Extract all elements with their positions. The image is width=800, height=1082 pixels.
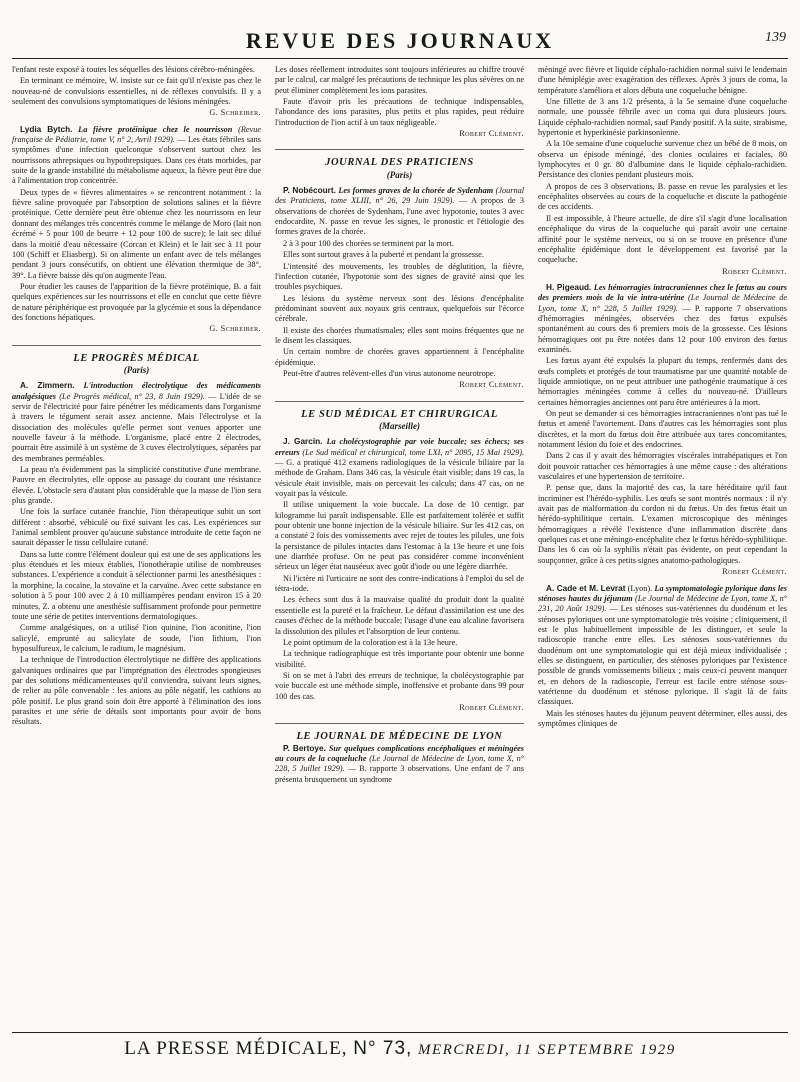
signature: Robert Clément. [459,129,524,139]
paragraph: Les lésions du système nerveux sont des lésions d'encéphalite prédominant souvent aux noyaux gris centraux, quelquefois sur l'écorce cérébrale. [275,293,524,324]
footer-issue: N° 73, [353,1038,413,1059]
paragraph: Deux types de « fièvres alimentaires » se rencontrent notamment : la fièvre saline provoquée par l'absorption de solutions salines et la fièvre protéinique. Cette dernière peut être obtenue chez les nourrissons en leur donnant des mélanges très concentrés comme le mélange de Moro (lait non écrémé + 5 pour 100 de beurre + 12 pour 100 de sucre); le lait sec dilué dans la moitié d'eau nécessaire (Corcan et Klein) et le lait sec à 11 pour 100 (Schiff et Eliasberg). Si on alimente un enfant avec de tels mélanges pendant 3 jours consécutifs, on obtient une élévation thermique de 38°, 39°. La fièvre baisse dès qu'on augmente l'eau. [12,187,261,280]
article-title: La symptomatologie pylorique dans les sténoses hautes du jéjunum [538,583,787,603]
section-title: LE JOURNAL DE MÉDECINE DE LYON [275,723,524,742]
article-body: — Les sténoses sus-vatériennes du duodénum et les sténoses pyloriques ont une symptomatologie très voisine ; cliniquement, il est le plus habituellement impossible de les distinguer, et seule la radioscopie tranche entre elles. Les sténoses sous-vatériennes du duodénum ont une symptomatologie qui est déjà mieux individualisée ; elles se distinguent, en particulier, des sténoses pyloriques par l'existence possible de grands vomissements bilieux ; mais ceux-ci peuvent manquer et, en dehors de la radioscopie, l'erreur est facile entre sténose sous-vatérienne du duodénum et sténose pylorique. Il s'agit là de faits classiques. [538,604,787,707]
article-reference: (Revue française de Pédiatrie, tome V, n° 2, Avril 1929). [12,124,261,145]
journal-page [12,28,788,1021]
section-city: (Paris) [386,169,413,180]
running-head [12,28,788,59]
section-title: LE SUD MÉDICAL ET CHIRURGICAL [275,401,524,420]
article-author-place: (Lyon). [627,583,653,593]
article-body: — L'idée de se servir de l'électricité pour faire pénétrer les médicaments dans l'organisme à travers le tégument serait assez ancienne. Mais l'électrolyse et la dissociation des molécules qu'elle permet sont venues apporter une nouvelle faveur à la méthode. L'organisme, placé entre 2 électrodes, pourrait être assimilé à un système de 3 cuves électrolytiques, séparées par des membranes perméables. [12,391,261,463]
column-1 [12,65,261,1021]
paragraph: Les fœtus ayant été expulsés la plupart du temps, renfermés dans des œufs complets et protégés de tout traumatisme par une quantité notable de liquide amniotique, on ne peut attribuer une pathogénie traumatique à ces hémorragies méningées comme à celles du nouveau-né. D'ailleurs certaines hémorragies anciennes ont paru être antérieures à la mort. [538,356,787,407]
paragraph: L'intensité des mouvements, les troubles de déglutition, la fièvre, l'infection cutanée, l'hypotonie sont des signes de gravité ainsi que les troubles psychiques. [275,261,524,292]
article-reference: (Le Journal de Médecine de Lyon, tome X, n° 228, 5 Juillet 1929). [275,753,524,774]
paragraph: La technique radiographique est très importante pour obtenir une bonne visibilité. [275,649,524,669]
signature: G. Schreiber. [209,108,261,118]
paragraph: Ni l'ictère ni l'urticaire ne sont des contre-indications à l'emploi du sel de tétra-iode. [275,573,524,594]
page-number: 139 [765,30,786,45]
paragraph: l'enfant reste exposé à toutes les séquelles des lésions cérébro-méningées. [12,65,255,74]
paragraph: Le point optimum de la coloration est à la 13e heure. [283,637,458,647]
paragraph: En terminant ce mémoire, W. insiste sur ce fait qu'il n'existe pas chez le nouveau-né de convulsions essentielles, ni de réflexes convulsifs. Il y a seulement des convulsions symptomatiques de lésions méningées. [12,76,261,107]
paragraph: Il utilise uniquement la voie buccale. La dose de 10 centigr. par kilogramme lui paraît indispensable. Elle est parfaitement tolérée et suffit pour obtenir une bonne injection de la vésicule biliaire. Sur les 412 cas, on a constaté 2 fois des vomissements avec rejet de toutes les pilules, une fois la persistance de pilules intactes dans l'estomac à la 13e heure et une fois une diarrhée profuse. On ne peut pas considérer comme inconvénient sérieux un léger état nauséeux avec goût d'iode ou une légère diarrhée. [275,500,524,572]
page-footer [12,1032,788,1060]
article-lead [275,744,524,785]
article-title: La cholécystographie par voie buccale; ses échecs; ses erreurs [275,437,524,457]
article-body: — P. rapporte 7 observations d'hémorragies méningées, observées chez des fœtus expulsés spontanément au cours des 6 premiers mois de la grossesse. Ces lésions hémorragiques ont pu être notées dans 12 pour 100 environ des fœtus examinés. [538,303,787,354]
paragraph: P. pense que, dans la majorité des cas, la tare héréditaire qu'il faut incriminer est l'hérédo-syphilis. Les œufs se sont montrés normaux : il n'y avait pas de malformation du cordon ni du fœtus. Un des fœtus était un hérédo-syphilitique certain. L'examen microscopique des méninges hémorragiques a révélé l'existence d'une inflammation discrète dans quelques cas et une méningo-encéphalite chez le fœtus hérédo-syphilitique. Dans les 6 cas où la syphilis n'était pas évidente, on peut cependant la soupçonner, grâce à ces petits signes anatomo-pathologiques. [538,483,787,565]
paragraph: 2 à 3 pour 100 des chorées se terminent par la mort. [283,238,454,248]
article-body: — Les états fébriles sans symptômes d'une infection quelconque s'observent surtout chez les nourrissons athrepsiques ou hypothrepsiques. Dans ces états morbides, par suite de la grande instabilité du métabolisme aqueux, la fièvre peut être due à l'alimentation trop concentrée. [12,135,261,186]
article-title: La fièvre protéinique chez le nourrisson [78,124,233,134]
signature: Robert Clément. [722,266,787,276]
article-body: — A propos de 3 observations de chorées de Sydenham, l'une avec hypotonie, toutes 3 avec endocardite, N. passe en revue les signes, le pronostic et l'étiologie des formes graves de la chorée. [275,196,524,237]
article-reference: (Le Progrès médical, n° 23, 8 Juin 1929). [59,391,205,401]
paragraph: méningé avec fièvre et liquide céphalo-rachidien normal suivi le lendemain d'une hémiplégie avec exagération des réflexes. Après 3 jours de coma, la température s'améliora et alors débuta une coqueluche bénigne. [538,65,787,95]
article-lead [12,381,261,464]
article-body: — B. rapporte 3 observations. Une enfant de 7 ans présenta brusquement un syndrome [275,764,524,784]
paragraph: Une fois la surface cutanée franchie, l'ion thérapeutique subit un sort différent : absorbé, véhiculé ou fixé suivant les cas. Les expériences sur l'animal semblent prouver qu'aucune substance introduite de cette façon ne saurait dépasser le tissu cellulaire cutané. [12,507,261,548]
article-author: P. Nobécourt. [283,186,336,196]
article-lead [538,283,787,355]
article-author: J. Garcin. [283,437,323,447]
running-title: REVUE DES JOURNAUX [245,28,555,53]
article-author: A. Cade et M. Levrat [546,583,626,593]
article-reference: (Journal des Praticiens, tome XLIII, n° 26, 29 Juin 1929). [275,186,524,206]
paragraph: Les échecs sont dus à la mauvaise qualité du produit dont la qualité essentielle est la pureté et la fraîcheur. Le défaut d'assimilation est une des causes d'échec de la méthode buccale; l'usage d'une eau alcaline favorisera la dissolution des pilules et l'absorption de leur contenu. [275,595,524,636]
section-title: JOURNAL DES PRATICIENS [275,149,524,168]
paragraph: Pour étudier les causes de l'apparition de la fièvre protéinique, B. a fait quelques expériences sur les nourrissons et elle en conclut que cette fièvre de nature périphérique est provoquée par la glycémie et sous la dépendance des fonctions hépatiques. [12,281,261,322]
paragraph: Une fillette de 3 ans 1/2 présenta, à la 5e semaine d'une coqueluche normale, une poussée fébrile avec un coma qui dura plusieurs jours. Liquide céphalo-rachidien normal, sauf Pandy positif. A la suite, strabisme, hypertonie et hyperkinésie parkinsonienne. [538,97,787,138]
paragraph: On peut se demander si ces hémorragies intracraniennes n'ont pas tué le fœtus et amené l'avortement. Dans d'autres cas les hémorragies sont plus discrètes, et la mort du fœtus doit être attribuée aux tares concomitantes, notamment lésion du foie et des endocrines. [538,409,787,450]
paragraph: La technique de l'introduction électrolytique ne diffère des applications galvaniques ordinaires que par l'imprégnation des électrodes spongieuses par des solutions médicamenteuses qu'il conviendra, suivant leurs signes, de relier au pôle convenable : les anions au pôle négatif, les cathions au pôle positif. Le plus grand soin doit être apporté à l'élimination des ions parasites et une série de détails sont importants pour avoir de bons résultats. [12,655,261,727]
paragraph: A la 10e semaine d'une coqueluche survenue chez un bébé de 8 mois, on observa un épisode méningé, des clonies oculaires et faciales, 80 lymphocytes et 0 gr. 80 d'albumine dans le liquide céphalo-rachidien. Persistance des clonies pendant plusieurs mois. [538,139,787,180]
article-title: Les hémorragies intracraniennes chez le fœtus au cours des premiers mois de la vie intra-utérine [538,282,787,303]
paragraph: Les doses réellement introduites sont toujours inférieures au chiffre trouvé par le calcul, car malgré les précautions de technique les plus sévères on ne peut éliminer complètement les ions parasites. [275,65,524,95]
paragraph: Elles sont surtout graves à la puberté et pendant la grossesse. [283,250,484,260]
article-reference: (Le Journal de Médecine de Lyon, tome X, n° 228, 5 Juillet 1929). [538,293,787,313]
paragraph: Si on se met à l'abri des erreurs de technique, la cholécystographie par voie buccale est une méthode simple, inoffensive et probante dans 99 pour 100 des cas. [275,670,524,701]
signature: G. Schreiber. [209,324,261,334]
signature: Robert Clément. [722,567,787,577]
paragraph: Faute d'avoir pris les précautions de technique indispensables, l'abondance des ions parasites, plus petits et plus rapides, peut réduire l'introduction de l'ion actif à un taux négligeable. [275,97,524,127]
article-reference: (Le Journal de Médecine de Lyon, tome X, n° 231, 20 Août 1929). [538,593,787,614]
article-title: Sur quelques complications encéphaliques et méningées au cours de la coqueluche [275,743,524,763]
paragraph: Dans sa lutte contre l'élément douleur qui est une de ses applications les plus étendues et les mieux établies, l'ionothérapie utilise de nombreuses substances. L'expérience a conduit à sélectionner parmi les anesthésiques : la morphine, la cocaïne, la stovaïne et la carvaïne. Avec cette substance en solution à 5 pour 100 avec 2 à 10 milliampères pendant environ 15 à 20 minutes, Z. a obtenu une anesthésie suffisamment profonde pour permettre toute une série de petites interventions dermatologiques. [12,549,261,621]
article-author: P. Bertoye. [283,743,326,753]
paragraph: La peau n'a évidemment pas la simplicité constitutive d'une membrane. Pauvre en électrolytes, elle oppose au passage du courant une résistance élevée. L'obstacle sera d'autant plus considérable que la masse de l'ion sera plus grande. [12,465,261,506]
article-lead [538,584,787,708]
article-reference: (Le Sud médical et chirurgical, tome LXI, n° 2095, 15 Mai 1929). [302,447,524,457]
section-city: (Paris) [123,364,150,375]
paragraph: Mais les sténoses hautes du jéjunum peuvent déterminer, elles aussi, des symptômes cliniques de [538,708,787,728]
paragraph: Peut-être d'autres relèvent-elles d'un virus autonome neurotrope. [283,368,496,378]
column-2 [275,65,524,1021]
article-author: Lydia Bytch. [20,124,73,134]
paragraph: Il est impossible, à l'heure actuelle, de dire s'il s'agit d'une localisation encéphalique du virus de la coqueluche qui paraît avoir une certaine affinité pour le système nerveux, ou si on se trouve en présence d'une encéphalite épidémique dont le développement est favorisé par la coqueluche. [538,213,787,265]
paragraph: Un certain nombre de chorées graves appartiennent à l'encéphalite épidémique. [275,347,524,367]
paragraph: Comme analgésiques, on a utilisé l'ion quinine, l'ion aconitine, l'ion salicylé, emprunté au salicylate de soude, l'ion lithium, l'ion hyposulfureux, le calcium, le radium, le magnésium. [12,623,261,653]
article-author: H. Pigeaud. [546,282,592,292]
paragraph: A propos de ces 3 observations, B. passe en revue les paralysies et les encéphalites observées au cours de la coqueluche et discute la pathogénie de ces accidents. [538,181,787,212]
article-title: L'introduction électrolytique des médicaments analgésiques [12,381,261,401]
section-city: (Marseille) [379,420,420,431]
article-lead [12,125,261,187]
signature: Robert Clément. [459,380,524,390]
footer-date: MERCREDI, 11 SEPTEMBRE 1929 [418,1042,676,1058]
article-body: — G. a pratiqué 412 examens radiologiques de la vésicule biliaire par la méthode de Graham. Dans 346 cas, la vésicule était visible; dans 19 cas, la vésicule était invisible, mais on percevait les calculs; dans 47 cas, on ne voyait pas la vésicule. [275,458,524,499]
paragraph: Il existe des chorées rhumatismales; elles sont moins fréquentes que ne le disent les classiques. [275,325,524,345]
text-columns [12,65,788,1021]
column-3 [538,65,787,1021]
article-lead [275,437,524,499]
signature: Robert Clément. [459,702,524,712]
footer-journal: LA PRESSE MÉDICALE, [124,1038,348,1059]
article-title: Les formes graves de la chorée de Sydenham [338,186,494,196]
section-title: LE PROGRÈS MÉDICAL [12,345,261,364]
paragraph: Dans 2 cas il y avait des hémorragies viscérales intrahépatiques et l'on doit pouvoir rattacher ces hémorragies à une même cause : des altérations vasculaires et une hypertension de territoire. [538,451,787,482]
article-author: A. Zimmern. [20,381,75,391]
article-lead [275,186,524,238]
